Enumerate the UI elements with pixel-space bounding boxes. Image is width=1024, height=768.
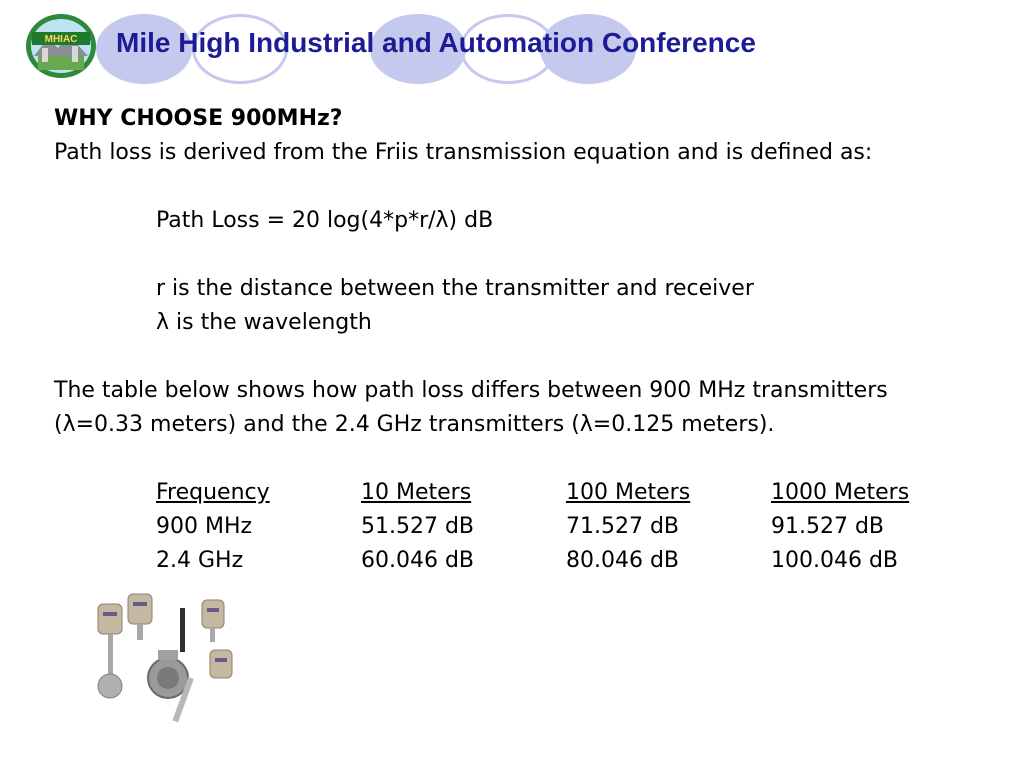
header-100-meters: 100 Meters	[566, 480, 691, 505]
svg-text:MHIAC: MHIAC	[44, 34, 78, 45]
paragraph-line-2: (λ=0.33 meters) and the 2.4 GHz transmitters (λ=0.125 meters).	[54, 412, 775, 437]
definition-r: r is the distance between the transmitter and receiver	[156, 276, 754, 301]
formula-text: Path Loss = 20 log(4*p*r/λ) dB	[156, 208, 494, 233]
table-cell: 91.527 dB	[771, 514, 885, 539]
mhiac-logo-icon	[24, 12, 98, 80]
wireless-sensors-image	[92, 590, 248, 730]
table-cell: 100.046 dB	[771, 548, 899, 573]
table-cell: 80.046 dB	[566, 548, 680, 573]
table-cell: 71.527 dB	[566, 514, 680, 539]
table-cell: 51.527 dB	[361, 514, 475, 539]
header-1000-meters: 1000 Meters	[771, 480, 910, 505]
definition-lambda: λ is the wavelength	[156, 310, 372, 335]
page-title: Mile High Industrial and Automation Conference	[116, 27, 756, 58]
paragraph-line-1: The table below shows how path loss differs between 900 MHz transmitters	[54, 378, 888, 403]
header-frequency: Frequency	[156, 480, 270, 505]
table-cell: 900 MHz	[156, 514, 253, 539]
intro-text: Path loss is derived from the Friis transmission equation and is defined as:	[54, 140, 873, 165]
table-cell: 2.4 GHz	[156, 548, 244, 573]
table-cell: 60.046 dB	[361, 548, 475, 573]
header-10-meters: 10 Meters	[361, 480, 472, 505]
section-heading: WHY CHOOSE 900MHz?	[54, 106, 343, 131]
